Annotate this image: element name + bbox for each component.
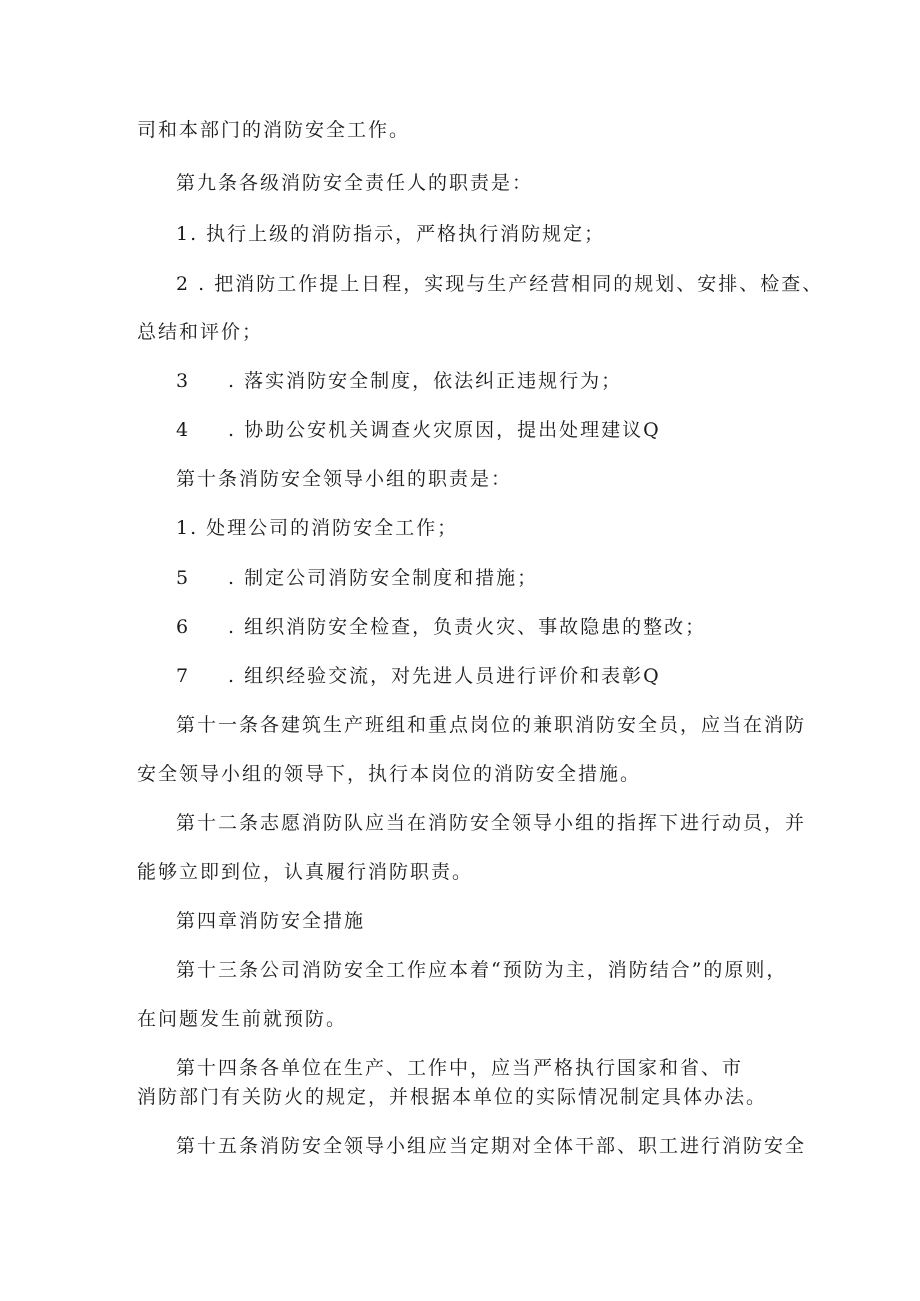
item-number: 7 bbox=[176, 665, 191, 687]
text-line: 第十二条志愿消防队应当在消防安全领导小组的指挥下进行动员，并 bbox=[176, 812, 807, 834]
list-item bbox=[176, 664, 661, 688]
text-line: 司和本部门的消防安全工作。 bbox=[137, 119, 411, 141]
item-number: 4 bbox=[176, 419, 191, 441]
text-line: 第九条各级消防安全责任人的职责是： bbox=[176, 172, 534, 194]
text-line: 能够立即到位，认真履行消防职责。 bbox=[137, 861, 474, 883]
text-line: 第十三条公司消防安全工作应本着“预防为主，消防结合”的原则， bbox=[176, 959, 788, 981]
chapter-heading: 第四章消防安全措施 bbox=[176, 910, 366, 932]
item-text: . 制定公司消防安全制度和措施； bbox=[228, 567, 539, 589]
text-line: 第十五条消防安全领导小组应当定期对全体干部、职工进行消防安全 bbox=[176, 1135, 807, 1157]
list-item: 2 . 把消防工作提上日程，实现与生产经营相同的规划、安排、检查、 bbox=[176, 273, 824, 295]
list-item: 1. 处理公司的消防安全工作； bbox=[176, 517, 459, 539]
text-line: 第十四条各单位在生产、工作中，应当严格执行国家和省、市 bbox=[176, 1057, 744, 1079]
list-item bbox=[176, 369, 622, 393]
item-number: 3 bbox=[176, 370, 191, 392]
list-item bbox=[176, 418, 661, 442]
text-line: 总结和评价； bbox=[137, 321, 264, 343]
text-line: 第十一条各建筑生产班组和重点岗位的兼职消防安全员，应当在消防 bbox=[176, 714, 807, 736]
list-item bbox=[176, 615, 706, 639]
text-line: 消防部门有关防火的规定，并根据本单位的实际情况制定具体办法。 bbox=[137, 1086, 768, 1108]
item-number: 5 bbox=[176, 567, 191, 589]
text-line: 第十条消防安全领导小组的职责是： bbox=[176, 468, 513, 490]
list-item: 1. 执行上级的消防指示，严格执行消防规定； bbox=[176, 223, 606, 245]
text-line: 安全领导小组的领导下，执行本岗位的消防安全措施。 bbox=[137, 763, 642, 785]
item-number: 6 bbox=[176, 616, 191, 638]
list-item bbox=[176, 566, 538, 590]
item-text: . 落实消防安全制度，依法纠正违规行为； bbox=[228, 370, 623, 392]
item-text: . 协助公安机关调查火灾原因，提出处理建议Q bbox=[228, 419, 661, 441]
item-text: . 组织经验交流，对先进人员进行评价和表彰Q bbox=[228, 665, 661, 687]
item-text: . 组织消防安全检查，负责火灾、事故隐患的整改； bbox=[228, 616, 707, 638]
text-line: 在问题发生前就预防。 bbox=[137, 1008, 348, 1030]
